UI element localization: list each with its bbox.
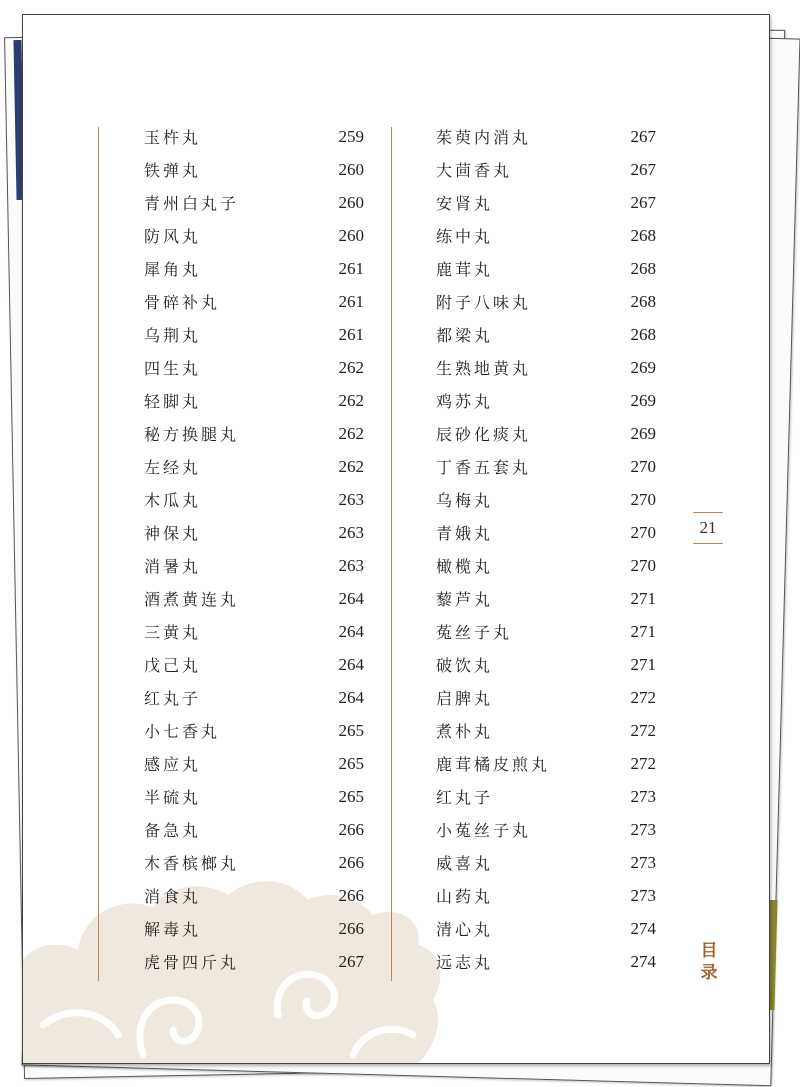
toc-entry-page: 264 — [338, 621, 364, 641]
toc-entry-title: 戊己丸 — [144, 656, 202, 675]
toc-entry-page: 271 — [630, 588, 656, 608]
toc-entry-title: 青娥丸 — [436, 524, 494, 543]
toc-entry-page: 270 — [630, 489, 656, 509]
toc-entry-page: 260 — [338, 159, 364, 179]
toc-entry-page: 274 — [630, 918, 656, 938]
toc-entry — [144, 483, 364, 516]
toc-entry-title: 乌梅丸 — [436, 491, 494, 510]
toc-entry — [144, 417, 364, 450]
toc-entry-title: 三黄丸 — [144, 623, 202, 642]
toc-entry — [144, 681, 364, 714]
toc-entry-title: 骨碎补丸 — [144, 293, 221, 312]
toc-entry — [144, 879, 364, 912]
toc-entry-page: 269 — [630, 357, 656, 377]
toc-entry-title: 虎骨四斤丸 — [144, 953, 240, 972]
toc-entry-page: 264 — [338, 588, 364, 608]
toc-entry-page: 267 — [630, 126, 656, 146]
toc-entry — [436, 186, 656, 219]
left-rule — [98, 127, 99, 981]
toc-entry-page: 272 — [630, 687, 656, 707]
toc-entry-title: 大茴香丸 — [436, 161, 513, 180]
toc-entry-title: 辰砂化痰丸 — [436, 425, 532, 444]
toc-entry-title: 防风丸 — [144, 227, 202, 246]
toc-entry-page: 273 — [630, 852, 656, 872]
toc-entry-title: 山药丸 — [436, 887, 494, 906]
toc-entry-title: 煮朴丸 — [436, 722, 494, 741]
toc-entry — [436, 384, 656, 417]
toc-entry — [144, 912, 364, 945]
toc-entry-page: 270 — [630, 456, 656, 476]
toc-entry-page: 267 — [630, 159, 656, 179]
toc-entry-page: 262 — [338, 423, 364, 443]
toc-entry-page: 267 — [630, 192, 656, 212]
toc-entry — [436, 549, 656, 582]
toc-entry — [436, 681, 656, 714]
toc-entry-title: 乌荆丸 — [144, 326, 202, 345]
toc-entry — [144, 351, 364, 384]
toc-entry-page: 262 — [338, 390, 364, 410]
toc-entry-title: 红丸子 — [144, 689, 202, 708]
toc-entry-title: 清心丸 — [436, 920, 494, 939]
toc-entry — [144, 186, 364, 219]
toc-entry — [436, 846, 656, 879]
toc-entry-title: 远志丸 — [436, 953, 494, 972]
middle-rule — [391, 127, 392, 981]
toc-entry-page: 263 — [338, 489, 364, 509]
toc-entry — [144, 318, 364, 351]
toc-entry-page: 266 — [338, 885, 364, 905]
toc-entry-title: 都梁丸 — [436, 326, 494, 345]
toc-entry-page: 272 — [630, 753, 656, 773]
toc-entry-title: 威喜丸 — [436, 854, 494, 873]
toc-entry-title: 木香槟榔丸 — [144, 854, 240, 873]
toc-entry — [436, 318, 656, 351]
toc-entry-page: 266 — [338, 819, 364, 839]
toc-entry — [144, 153, 364, 186]
toc-entry — [436, 153, 656, 186]
toc-entry — [144, 450, 364, 483]
toc-entry-page: 274 — [630, 951, 656, 971]
toc-entry — [436, 879, 656, 912]
toc-entry-page: 261 — [338, 291, 364, 311]
toc-entry-title: 青州白丸子 — [144, 194, 240, 213]
toc-entry-title: 练中丸 — [436, 227, 494, 246]
toc-entry-title: 玉杵丸 — [144, 128, 202, 147]
toc-entry-title: 藜芦丸 — [436, 590, 494, 609]
section-label-char: 目 — [700, 941, 718, 961]
toc-entry-title: 消食丸 — [144, 887, 202, 906]
toc-entry-title: 轻脚丸 — [144, 392, 202, 411]
toc-entry-title: 秘方换腿丸 — [144, 425, 240, 444]
toc-entry-title: 左经丸 — [144, 458, 202, 477]
section-label-char: 录 — [700, 963, 718, 983]
toc-entry — [144, 747, 364, 780]
toc-entry — [436, 417, 656, 450]
section-label — [699, 940, 719, 984]
toc-entry-page: 264 — [338, 654, 364, 674]
toc-entry-page: 269 — [630, 423, 656, 443]
toc-entry — [144, 285, 364, 318]
toc-entry-page: 260 — [338, 225, 364, 245]
toc-entry-page: 273 — [630, 885, 656, 905]
toc-entry — [144, 252, 364, 285]
toc-entry — [144, 714, 364, 747]
page-number: 21 — [693, 512, 723, 544]
toc-entry-title: 小菟丝子丸 — [436, 821, 532, 840]
toc-entry-title: 生熟地黄丸 — [436, 359, 532, 378]
toc-entry-title: 感应丸 — [144, 755, 202, 774]
toc-entry-page: 268 — [630, 324, 656, 344]
toc-entry-page: 272 — [630, 720, 656, 740]
toc-entry-page: 265 — [338, 753, 364, 773]
toc-entry-page: 270 — [630, 522, 656, 542]
toc-entry — [436, 483, 656, 516]
cloud-pattern-decoration — [23, 15, 769, 1063]
toc-entry-title: 解毒丸 — [144, 920, 202, 939]
toc-entry-page: 273 — [630, 786, 656, 806]
toc-entry — [436, 516, 656, 549]
toc-entry-title: 破饮丸 — [436, 656, 494, 675]
toc-entry-title: 神保丸 — [144, 524, 202, 543]
toc-entry-page: 260 — [338, 192, 364, 212]
toc-column-right — [436, 120, 656, 978]
toc-entry-title: 铁弹丸 — [144, 161, 202, 180]
toc-entry-title: 四生丸 — [144, 359, 202, 378]
toc-entry-page: 261 — [338, 258, 364, 278]
toc-entry-title: 安肾丸 — [436, 194, 494, 213]
toc-entry — [144, 120, 364, 153]
toc-entry-page: 266 — [338, 918, 364, 938]
toc-entry — [436, 912, 656, 945]
toc-entry-title: 小七香丸 — [144, 722, 221, 741]
toc-entry-title: 橄榄丸 — [436, 557, 494, 576]
toc-column-left — [144, 120, 364, 978]
toc-entry — [144, 516, 364, 549]
toc-entry-page: 268 — [630, 225, 656, 245]
toc-entry — [436, 582, 656, 615]
toc-entry-page: 262 — [338, 357, 364, 377]
toc-entry-title: 鹿茸橘皮煎丸 — [436, 755, 551, 774]
toc-entry-title: 红丸子 — [436, 788, 494, 807]
toc-entry-page: 264 — [338, 687, 364, 707]
toc-entry-title: 启脾丸 — [436, 689, 494, 708]
toc-entry — [436, 648, 656, 681]
toc-entry-page: 268 — [630, 258, 656, 278]
toc-entry-title: 鹿茸丸 — [436, 260, 494, 279]
toc-entry — [144, 846, 364, 879]
toc-entry-title: 茱萸内消丸 — [436, 128, 532, 147]
toc-entry-title: 丁香五套丸 — [436, 458, 532, 477]
toc-entry-title: 菟丝子丸 — [436, 623, 513, 642]
toc-entry-title: 木瓜丸 — [144, 491, 202, 510]
toc-entry — [144, 648, 364, 681]
toc-entry — [144, 549, 364, 582]
toc-entry — [144, 780, 364, 813]
toc-entry — [144, 813, 364, 846]
toc-entry-page: 261 — [338, 324, 364, 344]
toc-entry-title: 消暑丸 — [144, 557, 202, 576]
toc-entry — [436, 615, 656, 648]
toc-entry — [436, 450, 656, 483]
toc-entry-page: 266 — [338, 852, 364, 872]
toc-page — [22, 14, 770, 1064]
toc-entry-title: 酒煮黄连丸 — [144, 590, 240, 609]
toc-entry-page: 270 — [630, 555, 656, 575]
toc-entry — [144, 384, 364, 417]
toc-entry — [144, 219, 364, 252]
toc-entry-page: 273 — [630, 819, 656, 839]
toc-entry — [436, 219, 656, 252]
toc-entry — [436, 120, 656, 153]
toc-entry-title: 犀角丸 — [144, 260, 202, 279]
toc-entry-page: 267 — [338, 951, 364, 971]
toc-entry-page: 263 — [338, 522, 364, 542]
toc-entry — [436, 813, 656, 846]
toc-entry-page: 271 — [630, 621, 656, 641]
toc-entry-page: 262 — [338, 456, 364, 476]
toc-entry — [436, 714, 656, 747]
toc-entry — [436, 351, 656, 384]
toc-entry-title: 半硫丸 — [144, 788, 202, 807]
toc-entry — [436, 780, 656, 813]
toc-entry-page: 269 — [630, 390, 656, 410]
toc-entry-page: 268 — [630, 291, 656, 311]
toc-entry-page: 271 — [630, 654, 656, 674]
toc-entry-page: 259 — [338, 126, 364, 146]
toc-entry — [144, 582, 364, 615]
toc-entry — [436, 285, 656, 318]
toc-entry — [436, 747, 656, 780]
toc-entry — [436, 945, 656, 978]
toc-entry-title: 附子八味丸 — [436, 293, 532, 312]
toc-entry-page: 263 — [338, 555, 364, 575]
toc-entry-page: 265 — [338, 786, 364, 806]
toc-entry — [144, 615, 364, 648]
toc-entry — [144, 945, 364, 978]
toc-entry-title: 备急丸 — [144, 821, 202, 840]
toc-entry — [436, 252, 656, 285]
toc-entry-page: 265 — [338, 720, 364, 740]
toc-entry-title: 鸡苏丸 — [436, 392, 494, 411]
